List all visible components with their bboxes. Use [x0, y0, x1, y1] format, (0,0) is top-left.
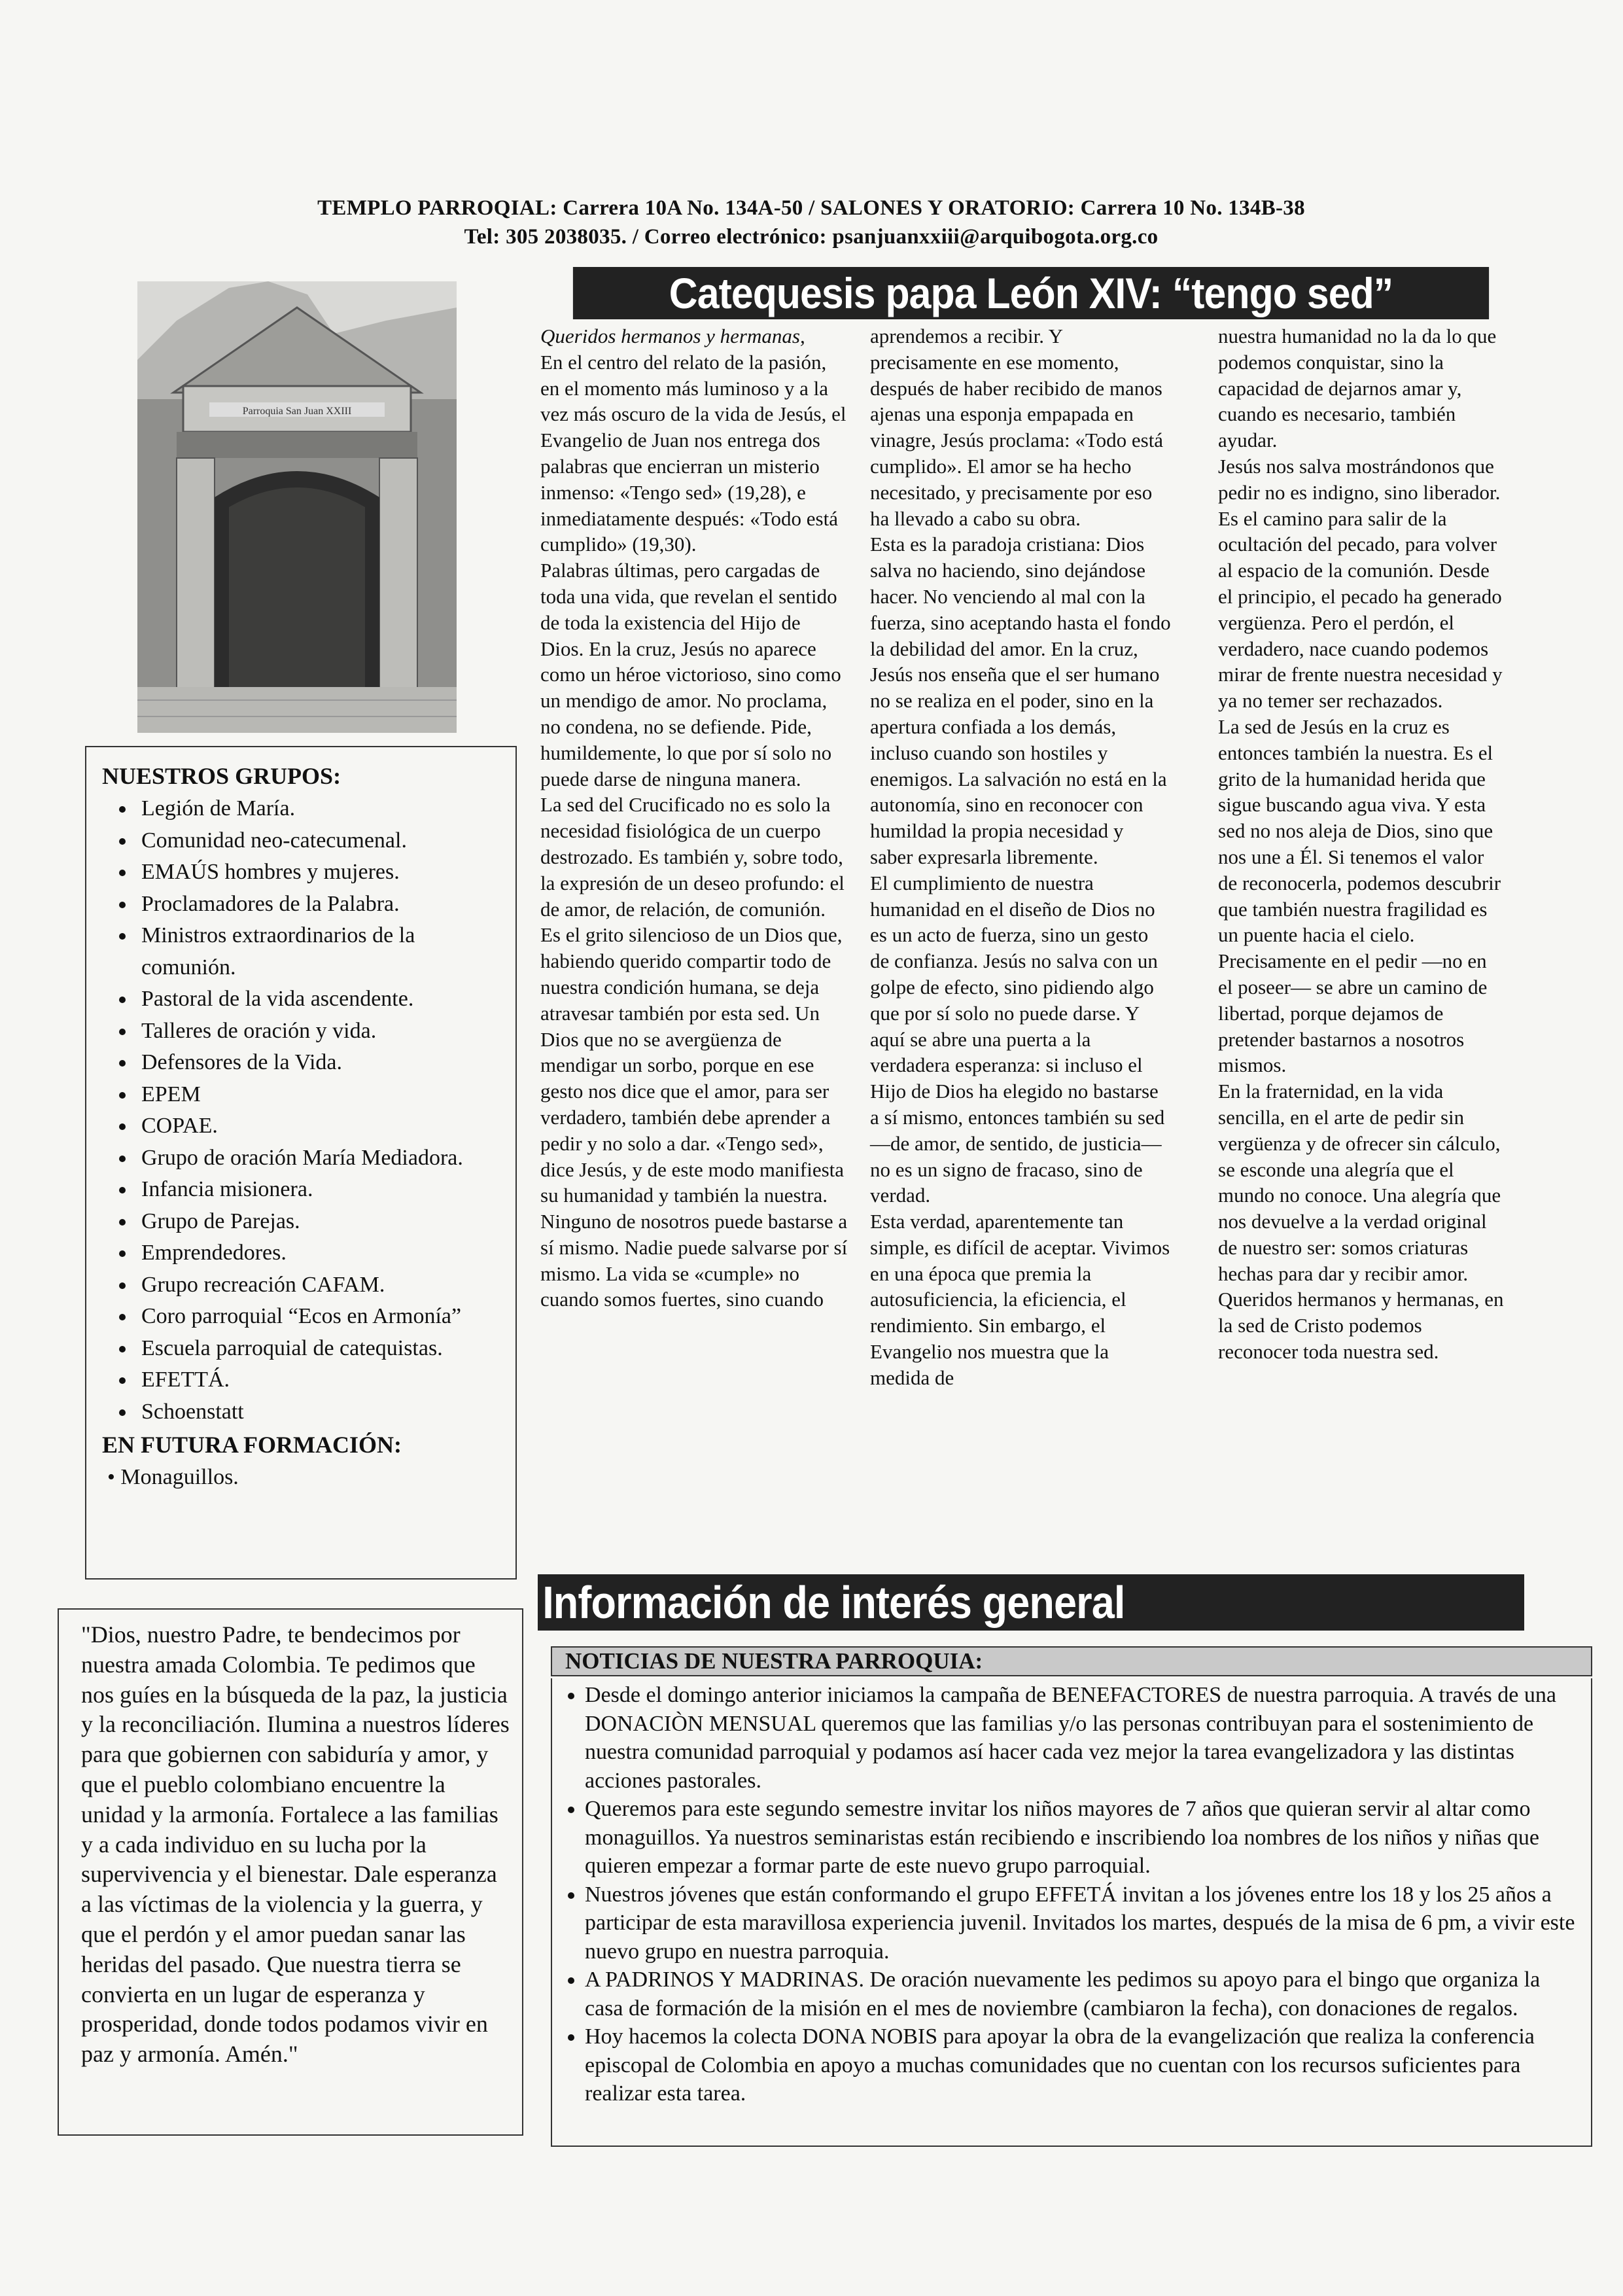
paragraph: El cumplimiento de nuestra humanidad en el diseño de Dios no es un acto de fuerza, sino un gesto de confianza. Jesús no salva con un golpe de efecto, sino pidiendo algo que por sí solo no puede darse. Y aquí se abre una puerta a la verdadera esperanza: si incluso el Hijo de Dios ha elegido no bastarse a sí mismo, entonces también su sed —de amor, de sentido, de justicia— no es un signo de fracaso, sino de verdad. [870, 871, 1165, 1207]
list-item: • Grupo recreación CAFAM. [136, 1269, 504, 1301]
list-item: • A PADRINOS Y MADRINAS. De oración nuevamente les pedimos su apoyo para el bingo que organiza la casa de formación de la misión en el mes de noviembre (cambiaron la fecha), con donaciones de regalos. [585, 1966, 1579, 2022]
list-item: • Queremos para este segundo semestre invitar los niños mayores de 7 años que quieran servir al altar como monaguillos. Ya nuestros seminaristas están recibiendo e inscribiendo loa nombres de los niños y niñas que quieren empezar a formar parte de este nuevo grupo parroquial. [585, 1795, 1579, 1881]
paragraph: nuestra humanidad no la da lo que podemos conquistar, sino la capacidad de dejarnos amar y, cuando es necesario, también ayudar. [1218, 325, 1497, 452]
info-banner [538, 1574, 1524, 1631]
prayer-box: "Dios, nuestro Padre, te bendecimos por nuestra amada Colombia. Te pedimos que nos guíes en la búsqueda de la paz, la justicia y la reconciliación. Ilumina a nuestros líderes para que gobiernen con sabiduría y amor, y que el pueblo colombiano encuentre la unidad y la armonía. Fortalece a las familias y a cada individuo en su lucha por la supervivencia y el bienestar. Dale esperanza a las víctimas de la violencia y la guerra, y que el perdón y el amor puedan sanar las heridas del pasado. Que nuestra tierra se convierta en un lugar de esperanza y prosperidad, donde todos podamos vivir en paz y armonía. Amén." [58, 1608, 523, 2136]
paragraph: En la fraternidad, en la vida sencilla, en el arte de pedir sin vergüenza y de ofrecer sin cálculo, se esconde una alegría que el mundo no conoce. Una alegría que nos devuelve a la verdad original de nuestro ser: somos criaturas hechas para dar y recibir amor. [1218, 1080, 1501, 1285]
church-sign-text: Parroquia San Juan XXIII [242, 406, 352, 417]
info-banner-text: Información de interés general [542, 1577, 1125, 1628]
header-contact-line: Tel: 305 2038035. / Correo electrónico: psanjuanxxiii@arquibogota.org.co [464, 225, 1159, 249]
paragraph: Esta verdad, aparentemente tan simple, es difícil de aceptar. Vivimos en una época que premia la autosuficiencia, la eficiencia, el rendimiento. Sin embargo, el Evangelio nos muestra que la medida de [870, 1210, 1170, 1389]
paragraph: Queridos hermanos y hermanas, en la sed de Cristo podemos reconocer toda nuestra sed. [1218, 1288, 1504, 1364]
list-item: • Proclamadores de la Palabra. [136, 889, 504, 921]
list-item: • Legión de María. [136, 793, 504, 825]
paragraph: La sed de Jesús en la cruz es entonces también la nuestra. Es el grito de la humanidad herida que sigue buscando agua viva. Y esta sed no nos aleja de Dios, sino que nos une a Él. Si tenemos el valor de reconocerla, podemos descubrir que también nuestra fragilidad es un puente hacia el cielo. Precisamente en el pedir —no en el poseer— se abre un camino de libertad, porque dejamos de pretender bastarnos a nosotros mismos. [1218, 715, 1501, 1077]
catequesis-banner: Catequesis papa León XIV: “tengo sed” [573, 267, 1489, 319]
list-item: • EMAÚS hombres y mujeres. [136, 857, 504, 889]
paragraph: aprendemos a recibir. Y precisamente en ese momento, después de haber recibido de manos ajenas una esponja empapada en vinagre, Jesús proclama: «Todo está cumplido». El amor se ha hecho necesitado, y precisamente por eso ha llevado a cabo su obra. [870, 325, 1164, 530]
catequesis-column-1 [540, 323, 848, 1313]
list-item: • Ministros extraordinarios de la comunión. [136, 920, 504, 983]
church-photo [137, 281, 457, 733]
catequesis-column-3 [1218, 323, 1506, 1365]
list-item: • Infancia misionera. [136, 1174, 504, 1206]
list-item: • COPAE. [136, 1110, 504, 1142]
news-box [551, 1678, 1592, 2147]
list-item: • Emprendedores. [136, 1237, 504, 1269]
paragraph: En el centro del relato de la pasión, en el momento más luminoso y a la vez más oscuro de la vida de Jesús, el Evangelio de Juan nos entrega dos palabras que encierran un misterio inmenso: «Tengo sed» (19,28), e inmediatamente después: «Todo está cumplido» (19,30). [540, 350, 846, 556]
news-title: NOTICIAS DE NUESTRA PARROQUIA: [551, 1646, 1592, 1676]
list-item: • Talleres de oración y vida. [136, 1016, 504, 1048]
future-formation-title: EN FUTURA FORMACIÓN: [102, 1432, 402, 1458]
list-item: • EFETTÁ. [136, 1364, 504, 1396]
groups-box [85, 746, 517, 1580]
paragraph: Palabras últimas, pero cargadas de toda una vida, que revelan el sentido de toda la existencia del Hijo de Dios. En la cruz, Jesús no aparece como un héroe victorioso, sino como un mendigo de amor. No proclama, no condena, no se defiende. Pide, humildemente, lo que por sí solo no puede darse de ninguna manera. [540, 559, 841, 790]
paragraph: Esta es la paradoja cristiana: Dios salva no haciendo, sino dejándose hacer. No venciendo al mal con la fuerza, sino aceptando hasta el fondo la debilidad del amor. En la cruz, Jesús nos enseña que el ser humano no se realiza en el poder, sino en la apertura confiada a los demás, incluso cuando son hostiles y enemigos. La salvación no está en la autonomía, sino en reconocer con humildad la propia necesidad y saber expresarla libremente. [870, 533, 1171, 868]
list-item: • Schoenstatt [136, 1396, 504, 1428]
page-header [118, 194, 1505, 251]
list-item: • Nuestros jóvenes que están conformando el grupo EFFETÁ invitan a los jóvenes entre los 18 y los 25 años a participar de esta maravillosa experiencia juvenil. Invitados los martes, después de la misa de 6 pm, a vivir este nuevo grupo en nuestra parroquia. [585, 1881, 1579, 1966]
list-item: • EPEM [136, 1079, 504, 1111]
list-item: • Desde el domingo anterior iniciamos la campaña de BENEFACTORES de nuestra parroquia. A través de una DONACIÒN MENSUAL queremos que las familias y/o las personas contribuyan para el sostenimiento de nuestra comunidad parroquial y podamos así hacer cada vez mejor la tarea evangelizadora y las distintas acciones pastorales. [585, 1681, 1579, 1795]
list-item: • Comunidad neo-catecumenal. [136, 825, 504, 857]
paragraph: Jesús nos salva mostrándonos que pedir no es indigno, sino liberador. Es el camino para salir de la ocultación del pecado, para volver al espacio de la comunión. Desde el principio, el pecado ha generado vergüenza. Pero el perdón, el verdadero, nace cuando podemos mirar de frente nuestra necesidad y ya no temer ser rechazados. [1218, 454, 1503, 713]
list-item: • Pastoral de la vida ascendente. [136, 983, 504, 1016]
catequesis-column-2 [870, 323, 1171, 1391]
list-item: • Grupo de Parejas. [136, 1206, 504, 1238]
header-address-line: TEMPLO PARROQIAL: Carrera 10A No. 134A-50 / SALONES Y ORATORIO: Carrera 10 No. 134B-38 [317, 196, 1305, 220]
list-item: • Defensores de la Vida. [136, 1047, 504, 1079]
future-formation-item: • Monaguillos. [107, 1465, 239, 1489]
paragraph: Queridos hermanos y hermanas, [540, 325, 805, 347]
list-item: • Coro parroquial “Ecos en Armonía” [136, 1301, 504, 1333]
groups-title: NUESTROS GRUPOS: [102, 763, 341, 789]
list-item: • Escuela parroquial de catequistas. [136, 1333, 504, 1365]
news-list [565, 1681, 1579, 2108]
list-item: • Grupo de oración María Mediadora. [136, 1142, 504, 1174]
paragraph: La sed del Crucificado no es solo la necesidad fisiológica de un cuerpo destrozado. Es también y, sobre todo, la expresión de un deseo profundo: el de amor, de relación, de comunión. Es el grito silencioso de un Dios que, habiendo querido compartir todo de nuestra condición humana, se deja atravesar también por esta sed. Un Dios que no se avergüenza de mendigar un sorbo, porque en ese gesto nos dice que el amor, para ser verdadero, también debe aprender a pedir y no solo a dar. «Tengo sed», dice Jesús, y de este modo manifiesta su humanidad y también la nuestra. Ninguno de nosotros puede bastarse a sí mismo. Nadie puede salvarse por sí mismo. La vida se «cumple» no cuando somos fuertes, sino cuando [540, 793, 848, 1311]
list-item: • Hoy hacemos la colecta DONA NOBIS para apoyar la obra de la evangelización que realiza la conferencia episcopal de Colombia en apoyo a muchas comunidades que no cuentan con los recursos suficientes para realizar esta tarea. [585, 2022, 1579, 2108]
groups-list [102, 793, 504, 1428]
